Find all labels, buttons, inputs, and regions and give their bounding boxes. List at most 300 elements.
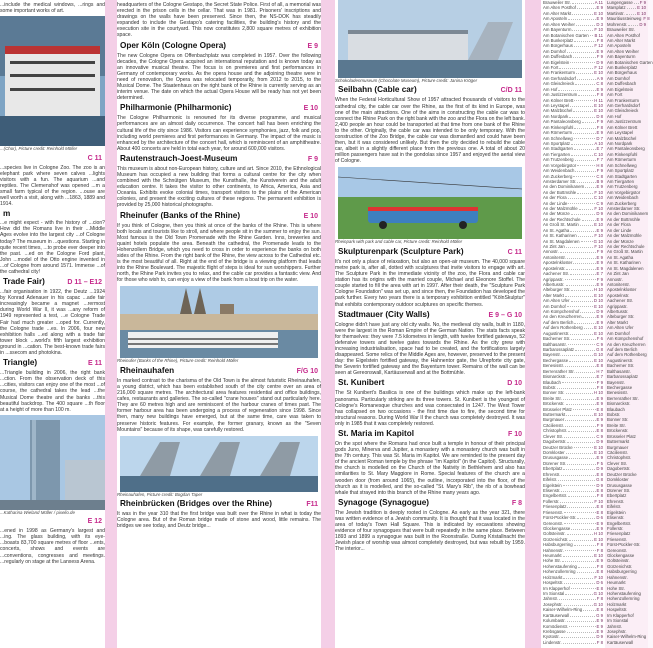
leader-dots: [563, 575, 593, 579]
grid-ref: D 6: [596, 515, 603, 521]
grid-ref: E 10: [594, 553, 603, 559]
street-name: Am Frankenturm: [607, 97, 639, 103]
street-name: Blaubach: [543, 379, 561, 385]
leader-dots: [571, 336, 596, 340]
street-name: Am Duffesbach: [543, 54, 573, 60]
leader-dots: [578, 564, 596, 568]
street-name: Dürener Str.: [543, 460, 567, 466]
street-name: Am Bürgerhaus: [607, 70, 637, 76]
grid-ref: E 10: [637, 5, 646, 11]
street-name: Am Alter Markt: [543, 10, 572, 16]
text-stadtmauer: Cologne didn't have just any old city walls. No, the medieval city walls, built in 1180, were the largest in the Roman Empire of the German Nation. The stats facts speak for themselves: they were 7.5 kilometres in length, with twelve fortified gateways, 52 defensive towers and twelve gates towards the Rhine. As the city grew with increasing industrialisation, space had to be created, and the fortifications largely disappeared. Some relics of the Middle Ages are, however, preserved to the present day: the Eigelstein fortified gateway, the Hahnentor gate, the Ulrepforte city gate, the Severin fortified gateway and the Bayenturm tower. Remains of the wall can be seen at Gereonswall, Kartäuserwall and at the Bottmühle.: [335, 321, 525, 377]
street-name: An der Flora: [607, 222, 631, 228]
street-name: Am Trutzenberg: [543, 157, 574, 163]
heading-text: Synagoge (Synagogue): [338, 497, 429, 507]
leader-dots: [565, 417, 595, 421]
street-name: Im Klapperhof: [543, 585, 570, 591]
grid-ref: E 10: [594, 330, 603, 336]
leader-dots: [570, 228, 595, 232]
leader-dots: [590, 33, 594, 37]
street-name: An der Linde: [543, 200, 568, 206]
street-name: Apostelnkloster: [607, 287, 637, 293]
grid-ref: E 7: [596, 374, 603, 380]
street-name: Am Domhof: [607, 330, 630, 336]
grid-ref: E 9: [596, 216, 603, 222]
grid-ref: E 9: [596, 130, 603, 136]
street-name: Am Bunkerplatz: [607, 65, 638, 71]
street-name: Dürener Str.: [607, 487, 631, 493]
street-name: Jahnstr.: [543, 596, 559, 602]
street-name: Friesenplatz: [543, 504, 567, 510]
grid-ref: F 10: [594, 206, 603, 212]
leader-dots: [564, 510, 595, 514]
grid-ref: F11: [306, 501, 318, 509]
grid-ref: G 10: [593, 238, 603, 244]
leader-dots: [583, 607, 595, 611]
grid-ref: E 10: [594, 10, 603, 16]
grid-ref: E 7: [596, 146, 603, 152]
street-name: Auf dem Rothenberg: [607, 352, 647, 358]
street-name: Follerstr.: [543, 498, 560, 504]
street-name: Glockengasse: [607, 553, 635, 559]
street-name: Goltsteinstr.: [607, 558, 630, 564]
leader-dots: [574, 43, 594, 47]
street-name: Hospeltstr.: [543, 580, 564, 586]
grid-ref: C 8: [596, 81, 603, 87]
grid-ref: E 10: [594, 222, 603, 228]
grid-ref: F 9: [596, 276, 603, 282]
street-name: Auf dem Rothenberg: [543, 325, 583, 331]
street-name: An der Rechtschule: [607, 243, 645, 249]
grid-ref: A 9: [596, 75, 603, 81]
street-name: Barbarossaplatz: [607, 374, 639, 380]
leader-dots: [581, 239, 593, 243]
col1-h4-text: ...Triangle building in 2006, the right bank ...ction. From the observation deck of this ...cities, visitors can enjoy one of the most ...of course, the cathedral takes the lead ...the Musical Dome theatre and the banks ...this beautiful backdrop. The 400 square ...th floor at a height of more than 100 m.: [0, 370, 105, 413]
street-name: Kartäuserwall: [607, 639, 634, 645]
street-name: Am Tiergarten: [607, 178, 634, 184]
street-name: Am Stadtgarten: [607, 173, 637, 179]
leader-dots: [574, 125, 595, 129]
leader-dots: [565, 591, 592, 595]
street-name: Ehrenstr.: [607, 498, 625, 504]
grid-ref: E 8: [596, 504, 603, 510]
grid-ref: F 10: [594, 189, 603, 195]
street-name: Am Botanischen Garten: [607, 59, 653, 65]
street-name: Am Nordpark: [543, 113, 569, 119]
street-name: Augustinerstr.: [543, 330, 570, 336]
leader-dots: [558, 87, 595, 91]
grid-ref: E 9: [596, 281, 603, 287]
street-name: Heumarkt: [607, 580, 626, 586]
grid-ref: F 8: [596, 493, 603, 499]
street-name: Am Schnellweg: [543, 135, 573, 141]
grid-ref: G 8: [596, 347, 603, 352]
column-2: [117, 0, 321, 648]
street-name: Breite Str.: [543, 395, 562, 401]
street-name: Apostelnkloster: [543, 260, 573, 266]
street-name: Jahnstr.: [607, 623, 623, 629]
grid-ref: F 8: [596, 547, 603, 553]
street-name: Balthasarstr.: [607, 368, 631, 374]
grid-ref: H 10: [593, 287, 603, 293]
street-name: Lungengasse: [607, 0, 633, 5]
grid-ref: D 9: [596, 309, 603, 315]
leader-dots: [580, 222, 593, 226]
street-name: Brüsseler Platz: [607, 433, 636, 439]
grid-ref: D 8: [596, 113, 603, 119]
index-row: [541, 640, 605, 645]
street-name: Am Leystapel: [543, 103, 570, 109]
street-name: An der Malzmühle: [543, 206, 578, 212]
leader-dots: [571, 298, 593, 302]
street-name: Am Fort: [543, 65, 559, 71]
leader-dots: [574, 542, 596, 546]
grid-ref: F 10: [507, 431, 522, 438]
street-name: Am Pantaleonsberg: [543, 119, 581, 125]
leader-dots: [562, 352, 593, 356]
street-name: Goltsteinstr.: [543, 531, 566, 537]
leader-dots: [584, 325, 594, 329]
grid-ref: E 10: [594, 292, 603, 298]
text-rheinufer: If you think of Cologne, then you think at once of the banks of the Rhine. This is where both locals and tourists like to stroll, and where people sit in the summer to enjoy the sun. Most famous is the Old Town Promenade with the Rhine Garden. Inns, breweries and quaint hotels populate the area. Beneath the cathedral, the Promenade leads to the Hohenzollern Bridge, which you need to cross in order to experience the banks on both sides of the Rhine. From the right bank of the Rhine, the view across to the Cathedral etc. is the most beautiful of all. Right at the end of the bridge is a viewing platform that leads into the Rhine Boulevard. The majestic flight of steps is ideal for sun worshippers. Further north, the Rhine Park invites you to relax, and the cable car provides a fantastic view. And for those who wish to, can enjoy a view of the bank from a boat trip on the water.: [117, 222, 321, 284]
rheinpark-photo: [338, 167, 522, 239]
street-name: Bobstr.: [543, 384, 557, 390]
text-philharmonic: The Cologne Philharmonic is renowned for its diverse programme, and musical performances are an almost daily occurrence. The concert hall has been enriching the cultural life of the city since 1986. Visitors can experience symphonies, jazz, folk and pop, including world premieres and first performances in Germany. The impact of the music is enhanced by the architecture of the concert hall, which is reminiscent of an amphitheatre. About 400 concerts are held in total each year, for around 600,000 visitors.: [117, 115, 321, 152]
leader-dots: [574, 445, 594, 449]
street-name: Kaiser-Wilhelm-Ring: [607, 634, 647, 640]
leader-dots: [569, 537, 593, 541]
street-name: Am Gleisdreieck: [543, 81, 575, 87]
leader-dots: [574, 320, 595, 324]
col1-heading-5: [3, 517, 102, 527]
grid-ref: E 10: [594, 536, 603, 542]
text-seilbahn: When the Federal Horticultural Show of 1957 attracted thousands of visitors to the cathedral city, the cable car over the Rhine, as the first of its kind in Europe, was one of the main attractions. One of the aims in constructing the cable car was to connect the Rhine Park on the right bank with the zoo and the Flora on the left bank. 2,400 people an hour could be transported at that time from one bank of the Rhine to the other. Originally, the cable car was intended to be only temporary. With the construction of the Zoo Bridge, the cable car was dismantled and could have been then, but it was considered unlikely. But then the city decided to rebuild the cable car, albeit in a slightly different place from the previous one. A total of about 20 million passengers have sat in the gondolas since 1957 and enjoyed the aerial view of Cologne.: [335, 97, 526, 165]
heading-text: Rheinauhafen: [120, 365, 175, 375]
heading-philharmonic: [120, 103, 318, 114]
street-name: Brückenstr.: [543, 401, 565, 407]
street-name: An Zint Jan: [543, 243, 565, 249]
grid-ref: E 10: [303, 212, 318, 220]
leader-dots: [567, 374, 595, 378]
street-name: An den Dominikanern: [543, 184, 585, 190]
grid-ref: E 9: [596, 227, 603, 233]
leader-dots: [566, 266, 595, 270]
leader-dots: [567, 504, 595, 508]
grid-ref: E 9: [596, 628, 603, 634]
leader-dots: [569, 114, 595, 118]
heading-rheinauhafen: [120, 366, 318, 377]
leader-dots: [585, 184, 595, 188]
grid-ref: E 10: [594, 70, 603, 76]
leader-dots: [567, 304, 593, 308]
street-name: Bachemer Str.: [607, 363, 635, 369]
street-name: Breite Str.: [607, 422, 626, 428]
leader-dots: [570, 60, 595, 64]
street-name: Am Gleisdreieck: [607, 108, 639, 114]
leader-dots: [566, 282, 596, 286]
street-name: Am Justizzentrum: [607, 119, 642, 125]
column-3: [335, 0, 525, 648]
street-name: Mohrenstr.: [607, 21, 628, 27]
street-name: Benesisstr.: [543, 363, 565, 369]
leader-dots: [575, 347, 595, 351]
grid-ref: E 11: [87, 360, 102, 368]
street-name: Berrenrather Str.: [543, 368, 575, 374]
grid-ref: F 8: [596, 563, 603, 569]
street-name: Ebertplatz: [607, 493, 627, 499]
street-name: Annostr.: [543, 249, 559, 255]
heading-rheinbruecken: [120, 499, 318, 510]
street-name: Am Fort: [607, 92, 623, 98]
grid-ref: D 9: [639, 21, 646, 27]
leader-dots: [559, 596, 596, 600]
street-name: Benesisstr.: [607, 390, 629, 396]
street-name: Am Pantaleonsberg: [607, 146, 645, 152]
leader-dots: [572, 0, 594, 4]
grid-ref: E 9: [596, 558, 603, 564]
grid-ref: E 8: [596, 406, 603, 412]
leader-dots: [572, 27, 593, 31]
heading-skulpturenpark: [338, 247, 522, 258]
heading-seilbahn: [338, 85, 522, 96]
heading-text: Rautenstrauch-Joest-Museum: [120, 153, 238, 163]
street-name: Am Weidenbach: [607, 195, 639, 201]
street-name: Am Stadtgarten: [543, 146, 573, 152]
grid-ref: B 11: [594, 32, 603, 38]
street-name: Am Gerhardsdorf: [607, 103, 640, 109]
grid-ref: E 8: [596, 471, 603, 477]
grid-ref: C 9: [596, 200, 603, 206]
street-name: Bonner Str.: [543, 390, 565, 396]
grid-ref: E 9: [596, 520, 603, 526]
street-name: Am Zuckerberg: [607, 200, 637, 206]
text-synagoge: The Jewish tradition is deeply rooted in Cologne. As early as the year 321, there was written evidence of a Jewish community. It is thought that it was located in the area of today's Town Hall Square. This is indicated by excavations showing evidence of four synagogues that were built repeatedly in the same place. Between 1893 and 1899 a synagogue was built in the Roonstraße. During Kristallnacht the Jewish place of worship was almost completely destroyed, but was rebuilt by 1959. The interior...: [335, 509, 525, 553]
grid-ref: E 10: [594, 325, 603, 331]
grid-ref: F 9: [307, 155, 318, 163]
index-row: [605, 640, 648, 645]
street-name: An St. Magdalenen: [543, 238, 580, 244]
grid-ref: G 10: [593, 590, 603, 596]
grid-ref: F 8: [596, 384, 603, 390]
street-name: Am Schnellweg: [607, 162, 637, 168]
leader-dots: [566, 244, 594, 248]
street-name: Engelbertstr.: [543, 493, 568, 499]
heading-text: Seilbahn (Cable car): [338, 85, 417, 95]
grid-ref: H 7: [596, 368, 603, 374]
tower-image: [0, 415, 105, 510]
street-name: An Groß St. Martin: [543, 222, 579, 228]
grid-ref: E 9: [596, 417, 603, 423]
leader-dots: [573, 260, 595, 264]
street-name: Agrippastr.: [607, 303, 628, 309]
grid-ref: E 10: [594, 303, 603, 309]
street-name: Kaiser-Wilhelm-Ring: [543, 607, 583, 613]
grid-ref: F 8: [511, 499, 522, 507]
street-name: Alter Markt: [607, 319, 628, 325]
leader-dots: [563, 553, 594, 557]
grid-ref: E 10: [594, 412, 603, 418]
grid-ref: D 10: [593, 298, 603, 304]
leader-dots: [563, 640, 596, 644]
street-name: Elisenstr.: [607, 515, 625, 521]
grid-ref: F 12: [594, 43, 603, 49]
street-name: Buttermarkt: [543, 412, 566, 418]
grid-ref: F 9: [639, 0, 646, 5]
grid-ref: C 8: [596, 173, 603, 179]
street-name: Amsterdamer Str.: [607, 206, 641, 212]
leader-dots: [567, 255, 596, 259]
street-name: Am Frankenturm: [543, 70, 575, 76]
street-name: Am Alten Weiher: [607, 48, 639, 54]
leader-dots: [557, 385, 595, 389]
grid-ref: E 10: [594, 444, 603, 450]
leader-dots: [571, 141, 593, 145]
ship-image: [0, 16, 105, 146]
street-name: Friesenplatz: [607, 531, 631, 537]
street-name: An der Münze: [607, 238, 634, 244]
street-name: Am Eigelstein: [607, 86, 634, 92]
street-name: An St. Katharinen: [607, 260, 641, 266]
grid-ref: D 7: [596, 135, 603, 141]
grid-ref: E 8: [596, 363, 603, 369]
street-name: Krebsgasse: [543, 628, 566, 634]
leader-dots: [577, 190, 593, 194]
grid-ref: D 9: [596, 211, 603, 217]
street-name: Am Domhof: [543, 303, 566, 309]
grid-ref: A 10: [594, 140, 603, 146]
grid-ref: E 9: [596, 623, 603, 629]
leader-dots: [571, 287, 592, 291]
grid-ref: F 10: [594, 574, 603, 580]
rheinauhafen-image: [120, 436, 318, 492]
street-name: Am Bürgerhaus: [543, 43, 573, 49]
street-name: Am Kümpchenshof: [607, 336, 644, 342]
street-name: Deutzer Brücke: [543, 444, 573, 450]
street-name: Aachener Str.: [543, 271, 570, 277]
street-name: Amsterdamer Str.: [543, 178, 577, 184]
grid-ref: E 10: [594, 357, 603, 363]
grid-ref: E 9: [596, 618, 603, 624]
street-name: Brüsseler Platz: [543, 406, 572, 412]
street-name: Am Malzbüchel: [543, 108, 573, 114]
street-name: Follerstr.: [607, 525, 624, 531]
leader-dots: [571, 152, 593, 156]
street-name: Heumarkt: [543, 553, 562, 559]
street-name: Im Klapperhof: [607, 612, 634, 618]
grid-ref: D 9: [596, 482, 603, 488]
text-rheinbruecken: It was in the year 310 that the first bridge was built over the Rhine in what is today the Cologne area. But of the Roman bridge made of stone and wood, little remains. The bridges we see today, and Deutz bridge...: [117, 511, 321, 530]
leader-dots: [569, 455, 595, 459]
street-name: Hospeltstr.: [607, 607, 628, 613]
leader-dots: [582, 217, 596, 221]
street-name: Bachemer Str.: [543, 336, 571, 342]
grid-ref: C 9: [596, 433, 603, 439]
leader-dots: [568, 16, 595, 20]
street-name: Hohenzollernring: [543, 569, 576, 575]
street-name: Hohenstaufenring: [543, 563, 577, 569]
grid-ref: F 9: [596, 54, 603, 60]
street-name: Domkloster: [607, 477, 629, 483]
street-name: Martinstr.: [607, 10, 625, 16]
grid-ref: F 9: [596, 379, 603, 385]
street-name: Glockengasse: [543, 525, 571, 531]
col1-h3-text: ...fair organisation in 1922, the Deutz ...1924 by Konrad Adenauer in his capac ...ade fair increasingly became a magnet ...rermost during World War II, it was ...any reform of 1949 represented a test, ...e Cologne Trade Fair had much greater ...oped for. Currently, the Cologne trade ...es. In 2006, four new exhibition halls ...ed along with a trade fair tower block ...world's fifth largest exhibition ground in ...cation. The best-known trade fairs in ...ssecom and photokina.: [0, 289, 105, 357]
heading-text: St. Maria im Kapitol: [338, 429, 414, 438]
street-name: Ehrenstr.: [543, 471, 561, 477]
gutter-left: [105, 0, 117, 648]
chocolate-museum-caption: Schokoladenmuseum (Chocolate Museum), Picture credit: Janina Kröger: [335, 78, 478, 83]
grid-ref: B 9: [596, 178, 603, 184]
street-name: Christophstr.: [543, 428, 568, 434]
grid-ref: F 8: [596, 542, 603, 548]
grid-ref: F 9: [596, 168, 603, 174]
street-name: Am Hof: [607, 113, 622, 119]
street-name: Fürst-Pückler-Str.: [543, 515, 577, 521]
street-name: Kartäuserwall: [543, 612, 570, 618]
grid-ref: C 10: [593, 195, 603, 201]
leader-dots: [574, 136, 596, 140]
leader-dots: [570, 271, 596, 275]
street-name: Am Bayenturm: [543, 27, 572, 33]
street-name: Am Leystapel: [607, 130, 634, 136]
street-name: Blaubach: [607, 406, 625, 412]
leader-dots: [582, 314, 595, 318]
grid-ref: C 11: [87, 154, 102, 162]
heading-text: Stadtmauer (City Walls): [338, 309, 430, 319]
leader-dots: [573, 174, 595, 178]
col1-heading-3: [3, 277, 102, 288]
leader-dots: [576, 369, 596, 373]
leader-dots: [559, 65, 593, 69]
text-rautenstrauch: This museum is about non-European history, culture and art. Since 2010, the Ethnological Museum has occupied a new building that forms a cultural centre for the city when combined with the Schnütgen Museum, the Kunsthalle, the Kunstverein and the adult education centre. It takes the visitor to other continents, to Africa, America, Asia and Oceania. Exhibits evoke colonial times, transport visitors to the plains of the American colonies, and present the exciting cultures of these regions. The permanent exhibition is provided by 25,000 historical photographs.: [117, 165, 321, 209]
grid-ref: E 9: [596, 254, 603, 260]
grid-ref: H 11: [594, 97, 603, 103]
grid-ref: F 8: [596, 596, 603, 602]
street-name: Am Alten Ufer: [607, 325, 634, 331]
grid-ref: D 9: [596, 439, 603, 445]
col1-heading-4: [3, 358, 102, 369]
grid-ref: E 8: [596, 487, 603, 493]
rheinufer-photo: [120, 286, 318, 358]
grid-ref: E 8: [596, 585, 603, 591]
leader-dots: [564, 521, 595, 525]
street-name: Am Alten Posthof: [607, 32, 640, 38]
leader-dots: [560, 249, 596, 253]
street-name: Am Kölner Brett: [607, 124, 638, 130]
street-name: Holzmarkt: [543, 574, 563, 580]
street-name: An der Münze: [543, 211, 570, 217]
grid-ref: F 10: [594, 498, 603, 504]
street-name: Burgmauer: [607, 444, 629, 450]
rheinufer-caption: Rheinufer (Banks of the Rhine), Picture credit: Reinhold Möller: [117, 358, 239, 364]
leader-dots: [571, 586, 596, 590]
street-name: Annostr.: [607, 276, 623, 282]
leader-dots: [572, 11, 593, 15]
street-name: Brauweiler Str.: [607, 27, 635, 33]
rheinauhafen-photo: [120, 436, 318, 492]
street-name: An der Bottmühle: [607, 216, 641, 222]
grid-ref: F 8: [643, 16, 650, 22]
grid-ref: E 9: [596, 16, 603, 22]
leader-dots: [578, 233, 594, 237]
grid-ref: A 11: [594, 0, 603, 5]
leader-dots: [563, 466, 595, 470]
grid-ref: H 10: [593, 390, 603, 396]
street-name: Domkloster: [543, 450, 565, 456]
col1-caption-2: ...Katharina Wieland Müller / pixelio.de: [0, 509, 75, 515]
leader-dots: [562, 380, 596, 384]
street-name: Albertusstr.: [607, 309, 629, 315]
